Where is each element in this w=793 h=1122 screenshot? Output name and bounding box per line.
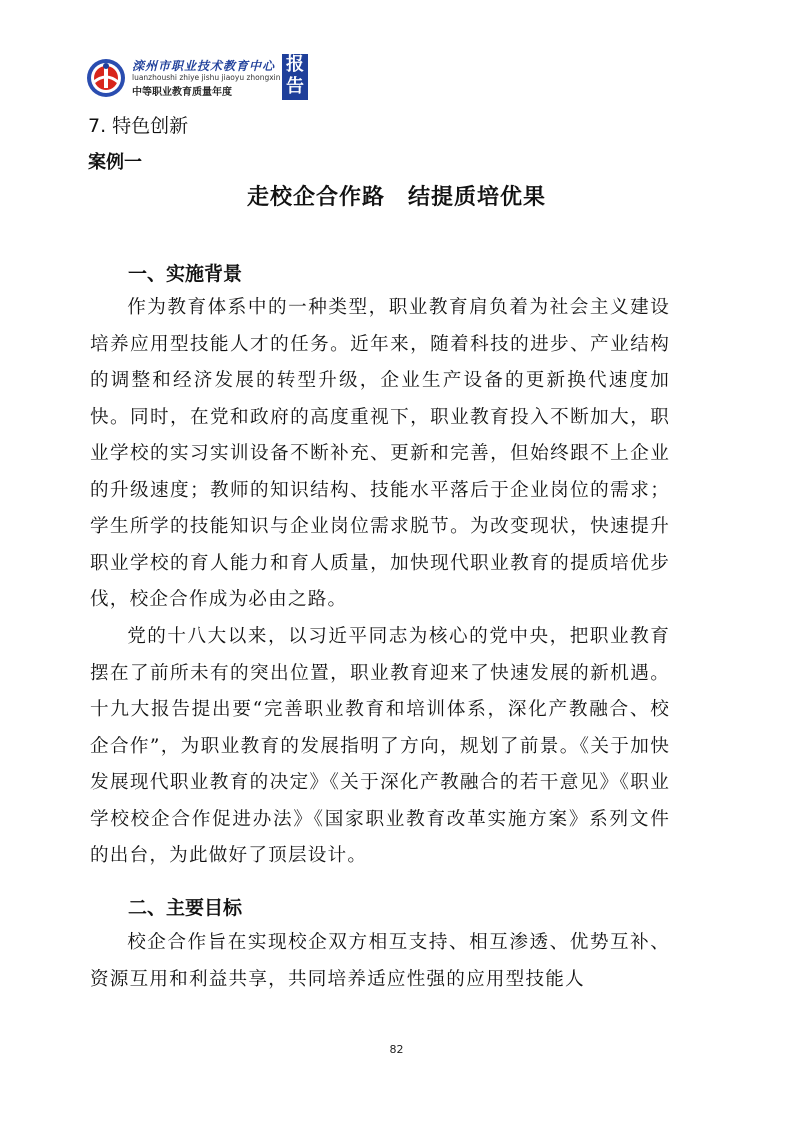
badge-char-2: 告 <box>286 76 304 97</box>
header-logo-block <box>86 54 310 100</box>
case-title: 走校企合作路 结提质培优果 <box>246 185 546 210</box>
page-number: 82 <box>389 1043 404 1056</box>
org-name: 滦州市职业技术教育中心 <box>132 59 276 73</box>
paragraph-background-1: 作为教育体系中的一种类型，职业教育肩负着为社会主义建设培养应用型技能人才的任务。近年来，随着科技的进步、产业结构的调整和经济发展的转型升级，企业生产设备的更新换代速度加快。同时，在党和政府的高度重视下，职业教育投入不断加大，职业学校的实习实训设备不断补充、更新和完善，但始终跟不上企业的升级速度；教师的知识结构、技能水平落后于企业岗位的需求；学生所学的技能知识与企业岗位需求脱节。为改变现状，快速提升职业学校的育人能力和育人质量，加快现代职业教育的提质培优步伐，校企合作成为必由之路。 <box>90 297 670 610</box>
report-badge <box>282 54 308 100</box>
section-title: 7. 特色创新 <box>88 115 189 137</box>
org-pinyin: luanzhoushi zhiye jishu jiaoyu zhongxin <box>132 73 281 82</box>
heading-goals: 二、主要目标 <box>128 897 243 919</box>
school-emblem-icon <box>86 58 126 98</box>
case-label: 案例一 <box>88 152 142 173</box>
paragraph-background-2: 党的十八大以来，以习近平同志为核心的党中央，把职业教育摆在了前所未有的突出位置，职业教育迎来了快速发展的新机遇。十九大报告提出要“完善职业教育和培训体系，深化产教融合、校企合作”，为职业教育的发展指明了方向，规划了前景。《关于加快发展现代职业教育的决定》《关于深化产教融合的若干意见》《职业学校校企合作促进办法》《国家职业教育改革实施方案》系列文件的出台，为此做好了顶层设计。 <box>90 626 670 866</box>
paragraph-goals-1: 校企合作旨在实现校企双方相互支持、相互渗透、优势互补、资源互用和利益共享，共同培养适应性强的应用型技能人 <box>90 932 670 990</box>
heading-background: 一、实施背景 <box>128 263 243 285</box>
report-title: 中等职业教育质量年度 <box>132 87 232 98</box>
badge-char-1: 报 <box>286 54 304 75</box>
